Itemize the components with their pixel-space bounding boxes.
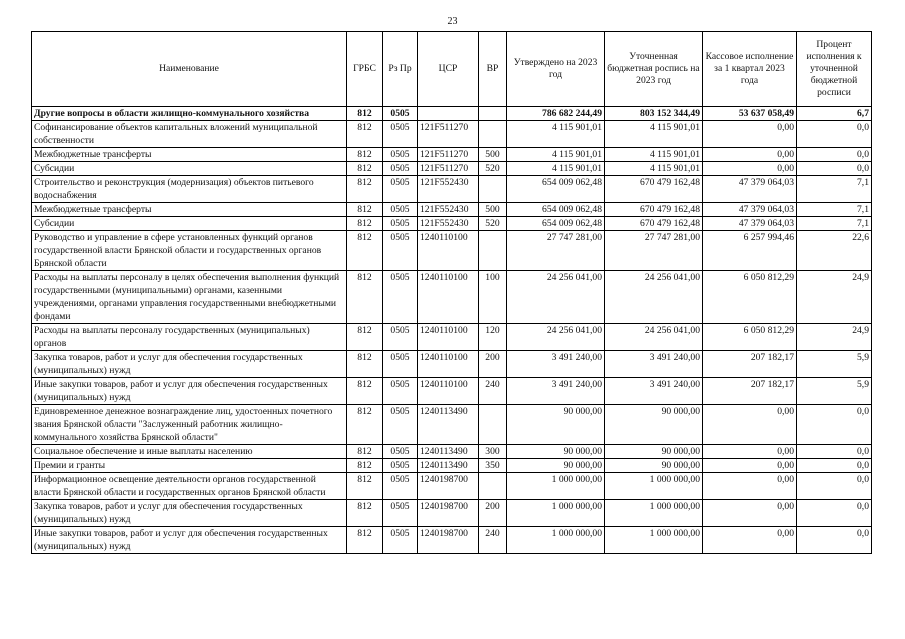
cell-approved: 4 115 901,01 [507,121,605,148]
table-row [32,121,872,148]
cell-csr: 1240110100 [418,271,479,324]
cell-vr: 520 [479,217,507,231]
cell-vr: 240 [479,378,507,405]
table-body [32,107,872,554]
cell-csr: 1240110100 [418,231,479,271]
cell-percent: 5,9 [797,351,872,378]
header-revised: Уточненная бюджетная роспись на 2023 год [605,32,703,107]
cell-vr [479,473,507,500]
cell-csr: 1240113490 [418,459,479,473]
cell-name: Межбюджетные трансферты [32,148,347,162]
header-row [32,32,872,107]
cell-name: Иные закупки товаров, работ и услуг для обеспечения государственных (муниципальных) нужд [32,378,347,405]
cell-csr: 1240110100 [418,378,479,405]
cell-grbs: 812 [347,176,383,203]
cell-approved: 786 682 244,49 [507,107,605,121]
cell-revised: 1 000 000,00 [605,473,703,500]
cell-revised: 1 000 000,00 [605,500,703,527]
cell-percent: 5,9 [797,378,872,405]
cell-cash: 47 379 064,03 [703,217,797,231]
table-row [32,527,872,554]
cell-name: Единовременное денежное вознаграждение лиц, удостоенных почетного звания Брянской области "Заслуженный работник жилищно-коммунального хозяйства Брянской области" [32,405,347,445]
table-row [32,148,872,162]
cell-percent: 6,7 [797,107,872,121]
table-row [32,203,872,217]
cell-vr [479,405,507,445]
page-number: 23 [447,16,458,27]
cell-cash: 0,00 [703,121,797,148]
cell-percent: 7,1 [797,203,872,217]
cell-revised: 803 152 344,49 [605,107,703,121]
cell-percent: 22,6 [797,231,872,271]
cell-csr: 121F511270 [418,121,479,148]
cell-approved: 3 491 240,00 [507,351,605,378]
cell-cash: 6 257 994,46 [703,231,797,271]
cell-csr: 121F511270 [418,162,479,176]
cell-grbs: 812 [347,203,383,217]
cell-revised: 4 115 901,01 [605,121,703,148]
cell-approved: 90 000,00 [507,405,605,445]
cell-vr: 200 [479,500,507,527]
cell-approved: 4 115 901,01 [507,162,605,176]
cell-rz-pr: 0505 [383,231,418,271]
cell-name: Премии и гранты [32,459,347,473]
cell-revised: 27 747 281,00 [605,231,703,271]
cell-approved: 90 000,00 [507,459,605,473]
header-grbs: ГРБС [347,32,383,107]
cell-vr: 500 [479,148,507,162]
cell-grbs: 812 [347,162,383,176]
cell-name: Софинансирование объектов капитальных вложений муниципальной собственности [32,121,347,148]
cell-name: Закупка товаров, работ и услуг для обеспечения государственных (муниципальных) нужд [32,351,347,378]
cell-rz-pr: 0505 [383,459,418,473]
cell-name: Другие вопросы в области жилищно-коммунального хозяйства [32,107,347,121]
cell-cash: 207 182,17 [703,351,797,378]
cell-name: Субсидии [32,217,347,231]
header-percent: Процент исполнения к уточненной бюджетной росписи [797,32,872,107]
table-row [32,459,872,473]
cell-revised: 1 000 000,00 [605,527,703,554]
cell-csr: 1240110100 [418,351,479,378]
cell-csr: 121F552430 [418,217,479,231]
cell-vr: 200 [479,351,507,378]
cell-vr: 500 [479,203,507,217]
cell-approved: 4 115 901,01 [507,148,605,162]
cell-grbs: 812 [347,217,383,231]
cell-csr: 121F511270 [418,148,479,162]
cell-vr: 520 [479,162,507,176]
cell-approved: 1 000 000,00 [507,473,605,500]
cell-name: Руководство и управление в сфере установленных функций органов государственной власти Брянской области и государственных органов Брянской области [32,231,347,271]
cell-vr: 120 [479,324,507,351]
cell-grbs: 812 [347,324,383,351]
header-name: Наименование [32,32,347,107]
cell-rz-pr: 0505 [383,121,418,148]
cell-approved: 24 256 041,00 [507,271,605,324]
cell-revised: 90 000,00 [605,459,703,473]
cell-cash: 53 637 058,49 [703,107,797,121]
cell-grbs: 812 [347,107,383,121]
cell-rz-pr: 0505 [383,271,418,324]
cell-revised: 90 000,00 [605,405,703,445]
cell-percent: 0,0 [797,445,872,459]
cell-cash: 47 379 064,03 [703,176,797,203]
cell-revised: 3 491 240,00 [605,351,703,378]
cell-name: Расходы на выплаты персоналу в целях обеспечения выполнения функций государственными (муниципальными) органами, казенными учреждениями, органами управления государственными внебюджетными фондами [32,271,347,324]
cell-name: Субсидии [32,162,347,176]
cell-rz-pr: 0505 [383,203,418,217]
cell-name: Социальное обеспечение и иные выплаты населению [32,445,347,459]
cell-percent: 7,1 [797,176,872,203]
cell-csr [418,107,479,121]
cell-cash: 0,00 [703,445,797,459]
cell-name: Иные закупки товаров, работ и услуг для обеспечения государственных (муниципальных) нужд [32,527,347,554]
cell-cash: 0,00 [703,405,797,445]
cell-vr: 100 [479,271,507,324]
table-row [32,217,872,231]
cell-rz-pr: 0505 [383,473,418,500]
table-row [32,405,872,445]
cell-csr: 1240198700 [418,527,479,554]
cell-name: Закупка товаров, работ и услуг для обеспечения государственных (муниципальных) нужд [32,500,347,527]
cell-approved: 654 009 062,48 [507,176,605,203]
cell-rz-pr: 0505 [383,148,418,162]
cell-revised: 4 115 901,01 [605,148,703,162]
cell-revised: 24 256 041,00 [605,271,703,324]
cell-csr: 1240198700 [418,500,479,527]
cell-cash: 0,00 [703,459,797,473]
cell-approved: 1 000 000,00 [507,500,605,527]
cell-rz-pr: 0505 [383,176,418,203]
cell-percent: 24,9 [797,324,872,351]
cell-csr: 1240113490 [418,405,479,445]
cell-grbs: 812 [347,405,383,445]
cell-percent: 0,0 [797,473,872,500]
header-cash: Кассовое исполнение за 1 квартал 2023 года [703,32,797,107]
table-row [32,445,872,459]
cell-rz-pr: 0505 [383,217,418,231]
cell-grbs: 812 [347,473,383,500]
table-row [32,324,872,351]
header-vr: ВР [479,32,507,107]
cell-approved: 3 491 240,00 [507,378,605,405]
table-row [32,473,872,500]
cell-csr: 121F552430 [418,176,479,203]
cell-grbs: 812 [347,445,383,459]
cell-revised: 3 491 240,00 [605,378,703,405]
cell-percent: 0,0 [797,459,872,473]
cell-grbs: 812 [347,121,383,148]
cell-cash: 207 182,17 [703,378,797,405]
cell-rz-pr: 0505 [383,351,418,378]
cell-approved: 1 000 000,00 [507,527,605,554]
cell-percent: 24,9 [797,271,872,324]
header-csr: ЦСР [418,32,479,107]
cell-percent: 0,0 [797,527,872,554]
cell-cash: 0,00 [703,527,797,554]
cell-approved: 90 000,00 [507,445,605,459]
budget-table [31,31,872,554]
cell-csr: 1240198700 [418,473,479,500]
cell-rz-pr: 0505 [383,405,418,445]
table-row [32,162,872,176]
cell-grbs: 812 [347,351,383,378]
cell-cash: 0,00 [703,148,797,162]
cell-grbs: 812 [347,378,383,405]
table-row [32,378,872,405]
cell-name: Строительство и реконструкция (модернизация) объектов питьевого водоснабжения [32,176,347,203]
cell-revised: 24 256 041,00 [605,324,703,351]
cell-grbs: 812 [347,148,383,162]
cell-vr [479,107,507,121]
header-rz-pr: Рз Пр [383,32,418,107]
cell-csr: 1240113490 [418,445,479,459]
cell-rz-pr: 0505 [383,324,418,351]
cell-rz-pr: 0505 [383,378,418,405]
cell-rz-pr: 0505 [383,500,418,527]
cell-cash: 0,00 [703,500,797,527]
cell-revised: 670 479 162,48 [605,217,703,231]
cell-name: Информационное освещение деятельности органов государственной власти Брянской области и государственных органов Брянской области [32,473,347,500]
header-approved: Утверждено на 2023 год [507,32,605,107]
cell-vr [479,231,507,271]
cell-percent: 0,0 [797,162,872,176]
cell-grbs: 812 [347,231,383,271]
cell-vr: 300 [479,445,507,459]
cell-percent: 0,0 [797,405,872,445]
cell-name: Межбюджетные трансферты [32,203,347,217]
table-row [32,176,872,203]
cell-csr: 121F552430 [418,203,479,217]
cell-percent: 0,0 [797,148,872,162]
cell-grbs: 812 [347,459,383,473]
cell-grbs: 812 [347,527,383,554]
cell-revised: 670 479 162,48 [605,203,703,217]
cell-vr [479,121,507,148]
cell-cash: 6 050 812,29 [703,324,797,351]
cell-rz-pr: 0505 [383,445,418,459]
cell-vr: 240 [479,527,507,554]
table-row [32,351,872,378]
cell-csr: 1240110100 [418,324,479,351]
cell-cash: 6 050 812,29 [703,271,797,324]
table-row [32,231,872,271]
cell-percent: 7,1 [797,217,872,231]
cell-approved: 654 009 062,48 [507,203,605,217]
cell-revised: 670 479 162,48 [605,176,703,203]
cell-rz-pr: 0505 [383,527,418,554]
cell-grbs: 812 [347,500,383,527]
cell-rz-pr: 0505 [383,162,418,176]
cell-approved: 27 747 281,00 [507,231,605,271]
cell-vr: 350 [479,459,507,473]
cell-approved: 24 256 041,00 [507,324,605,351]
cell-cash: 0,00 [703,473,797,500]
cell-cash: 0,00 [703,162,797,176]
table-row [32,107,872,121]
table-row [32,500,872,527]
cell-revised: 4 115 901,01 [605,162,703,176]
cell-approved: 654 009 062,48 [507,217,605,231]
cell-cash: 47 379 064,03 [703,203,797,217]
cell-vr [479,176,507,203]
table-row [32,271,872,324]
cell-rz-pr: 0505 [383,107,418,121]
cell-name: Расходы на выплаты персоналу государственных (муниципальных) органов [32,324,347,351]
cell-grbs: 812 [347,271,383,324]
cell-percent: 0,0 [797,121,872,148]
cell-revised: 90 000,00 [605,445,703,459]
cell-percent: 0,0 [797,500,872,527]
